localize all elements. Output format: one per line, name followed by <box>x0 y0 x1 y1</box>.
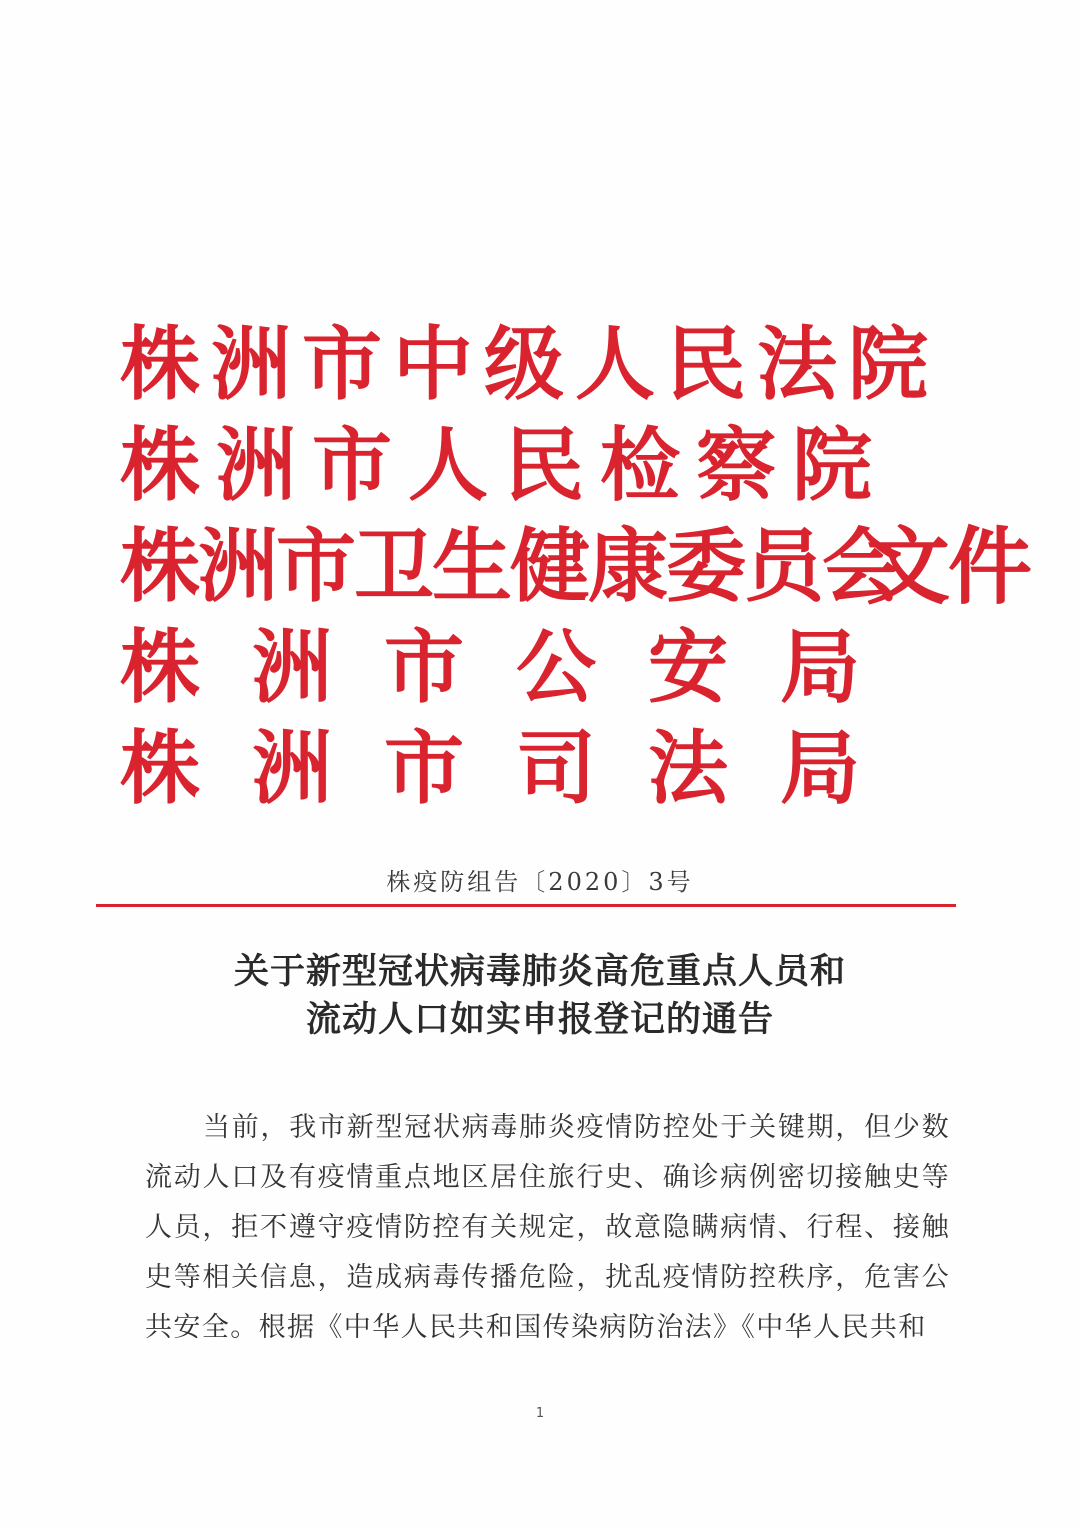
issuer-row <box>120 419 990 520</box>
issuer-justice-bureau: 株洲市司法局 <box>120 721 912 815</box>
red-separator-line <box>96 904 956 907</box>
notice-title <box>0 948 1080 1044</box>
issuer-public-security-bureau: 株洲市公安局 <box>120 620 912 714</box>
document-number: 株疫防组告〔2020〕3号 <box>386 868 694 896</box>
issuer-court: 株洲市中级人民法院 <box>120 317 939 411</box>
issuing-authorities <box>120 317 1031 823</box>
page-number: 1 <box>535 1406 545 1421</box>
issuer-row <box>120 318 990 419</box>
issuer-procuratorate: 株洲市人民检察院 <box>120 418 888 512</box>
issuer-row <box>120 722 990 823</box>
file-heading-word: 文件 <box>866 517 1031 616</box>
notice-body-paragraph: 当前，我市新型冠状病毒肺炎疫情防控处于关键期，但少数流动人口及有疫情重点地区居住旅行史、确诊病例密切接触史等人员，拒不遵守疫情防控有关规定，故意隐瞒病情、行程、接触史等相关信息，造成病毒传播危险，扰乱疫情防控秩序，危害公共安全。根据《中华人民共和国传染病防治法》《中华人民共和 <box>145 1112 950 1343</box>
issuer-health-commission: 株洲市卫生健康委员会 <box>120 519 900 613</box>
notice-title-line-1: 关于新型冠状病毒肺炎高危重点人员和 <box>233 951 846 992</box>
issuer-row <box>120 621 990 722</box>
notice-title-line-2: 流动人口如实申报登记的通告 <box>305 999 774 1040</box>
issuer-row <box>120 520 990 621</box>
